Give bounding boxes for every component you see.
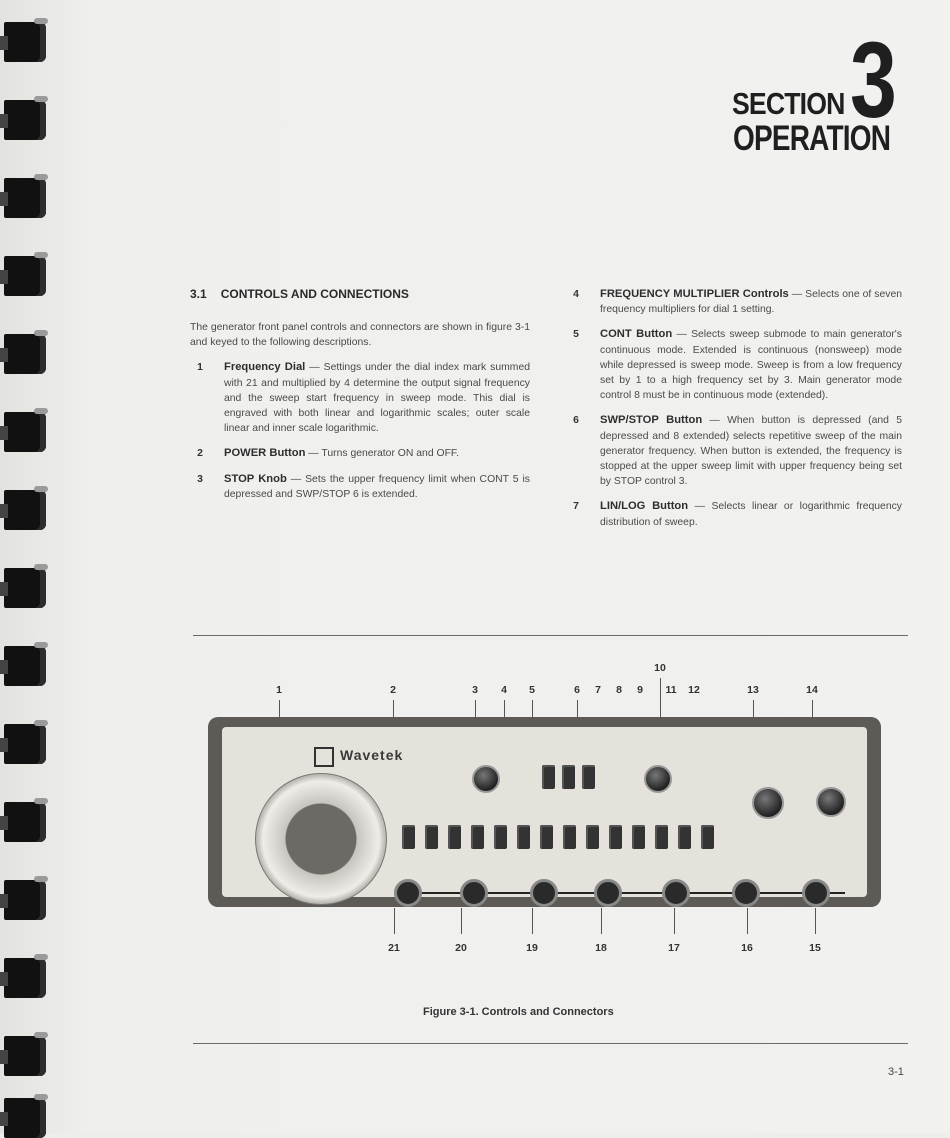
item-description: — Selects linear or logarithmic frequency distribution of sweep. (600, 501, 902, 528)
callout-6: 6 (574, 684, 580, 696)
item-description: — Settings under the dial index mark summed with 21 and multiplied by 4 determine the output signal frequency and the sweep start frequency in sweep mode. This dial is engraved with both linear and logarithmic scales; outer scale linear and inner scale logarithmic. (224, 362, 531, 435)
binding-ring (4, 880, 46, 920)
cont-button (542, 765, 555, 789)
callout-3: 3 (472, 684, 478, 696)
panel-button (448, 825, 461, 849)
item-name: CONT Button (600, 328, 673, 341)
callout-19: 19 (526, 942, 538, 954)
binding-ring (4, 100, 46, 140)
function-generator (208, 717, 881, 907)
connector-17 (662, 879, 690, 907)
binding-ring (4, 724, 46, 764)
front-panel-figure (193, 660, 913, 960)
connector-16 (732, 879, 760, 907)
binding-ring (4, 568, 46, 608)
connector-15 (802, 879, 830, 907)
panel-button (471, 825, 484, 849)
binding-ring (4, 22, 46, 62)
panel-button (586, 825, 599, 849)
callout-16: 16 (741, 942, 753, 954)
left-column (190, 320, 530, 512)
item-number: 1 (197, 362, 203, 374)
control-item-1 (190, 360, 530, 436)
divider-bottom (193, 1043, 908, 1044)
page-number: 3-1 (888, 1066, 904, 1078)
leader-line (815, 908, 816, 934)
stop-knob (472, 765, 500, 793)
divider-top (193, 635, 908, 636)
item-name: STOP Knob (224, 472, 287, 485)
figure-caption: Figure 3-1. Controls and Connectors (423, 1006, 614, 1018)
item-number: 4 (573, 289, 579, 300)
control-item-3 (190, 472, 530, 502)
callout-14: 14 (806, 684, 818, 696)
spiral-binding (0, 0, 60, 1133)
panel-button (632, 825, 645, 849)
frequency-dial (255, 773, 387, 905)
callout-8: 8 (616, 684, 622, 696)
binding-ring (4, 646, 46, 686)
item-name: POWER Button (224, 447, 306, 460)
panel-button (425, 825, 438, 849)
control-item-7 (566, 499, 902, 529)
callout-17: 17 (668, 942, 680, 954)
item-name: Frequency Dial (224, 361, 306, 374)
binding-ring (4, 490, 46, 530)
control-item-4 (566, 287, 902, 317)
panel-button (609, 825, 622, 849)
leader-line (747, 908, 748, 934)
section-title: OPERATION (733, 119, 891, 158)
callout-4: 4 (501, 684, 507, 696)
callout-10: 10 (654, 662, 666, 674)
item-name: LIN/LOG Button (600, 500, 689, 513)
item-description: — Sets the upper frequency limit when CONT 5 is depressed and SWP/STOP 6 is extended. (224, 473, 530, 500)
binding-ring (4, 256, 46, 296)
item-number: 6 (573, 415, 579, 427)
callout-5: 5 (529, 684, 535, 696)
section-heading-title: CONTROLS AND CONNECTIONS (220, 287, 409, 301)
callout-21: 21 (388, 942, 400, 954)
callout-18: 18 (595, 942, 607, 954)
callout-9: 9 (637, 684, 643, 696)
power-button (402, 825, 415, 849)
brand-label: Wavetek (340, 747, 404, 763)
binding-ring (4, 412, 46, 452)
item-number: 7 (573, 501, 579, 513)
section-number: 3 (850, 19, 897, 140)
callout-7: 7 (595, 684, 601, 696)
item-name: SWP/STOP Button (600, 414, 703, 427)
section-label: SECTION (732, 86, 845, 121)
connector-20 (460, 879, 488, 907)
callout-15: 15 (809, 942, 821, 954)
binding-ring (4, 178, 46, 218)
offset-knob (816, 787, 846, 817)
generator-front-panel (222, 727, 867, 897)
intro-paragraph: The generator front panel controls and connectors are shown in figure 3-1 and keyed to the following descriptions. (190, 322, 530, 349)
connector-19 (530, 879, 558, 907)
callout-13: 13 (747, 684, 759, 696)
item-description: — When button is depressed (and 5 depressed and 8 extended) selects repetitive sweep of the main generator frequency. When button is extended, the frequency is stopped at the upper sweep limit with upper frequency being set by STOP control 3. (600, 415, 903, 488)
panel-button (540, 825, 553, 849)
leader-line (461, 908, 462, 934)
callout-1: 1 (276, 684, 282, 696)
panel-button (678, 825, 691, 849)
item-description: — Selects sweep submode to main generator's continuous mode. Extended is continuous (nonsweep) mode while depressed is sweep mode. Sweep is from a low frequency set by 1 to a high frequency set by 3. Main generator mode control 8 must be in continuous mode (extended). (600, 329, 902, 402)
callout-2: 2 (390, 684, 396, 696)
connector-18 (594, 879, 622, 907)
knob-9 (644, 765, 672, 793)
item-number: 3 (197, 473, 203, 485)
item-number: 5 (573, 329, 579, 341)
binding-ring (4, 1098, 46, 1138)
binding-ring (4, 958, 46, 998)
section-heading-number: 3.1 (190, 287, 207, 301)
callout-11: 11 (665, 684, 677, 696)
callout-12: 12 (688, 684, 700, 696)
control-item-2 (190, 446, 530, 461)
panel-button (701, 825, 714, 849)
control-item-5 (566, 327, 902, 403)
leader-line (601, 908, 602, 934)
amplitude-knob (752, 787, 784, 819)
right-column (566, 287, 902, 540)
binding-ring (4, 1036, 46, 1076)
item-description: — Selects one of seven frequency multipliers for dial 1 setting. (600, 289, 903, 316)
item-number: 2 (197, 448, 203, 460)
section-heading (190, 287, 409, 301)
binding-ring (4, 802, 46, 842)
leader-line (394, 908, 395, 934)
panel-button (655, 825, 668, 849)
leader-line (532, 908, 533, 934)
swp-stop-button (562, 765, 575, 789)
connector-21 (394, 879, 422, 907)
callout-20: 20 (455, 942, 467, 954)
item-name: FREQUENCY MULTIPLIER Controls (600, 288, 789, 300)
binding-ring (4, 334, 46, 374)
panel-button (517, 825, 530, 849)
wavetek-logo-icon (314, 747, 334, 767)
item-description: — Turns generator ON and OFF. (305, 448, 460, 460)
leader-line (674, 908, 675, 934)
panel-button (563, 825, 576, 849)
panel-button (494, 825, 507, 849)
lin-log-button (582, 765, 595, 789)
control-item-6 (566, 413, 902, 489)
